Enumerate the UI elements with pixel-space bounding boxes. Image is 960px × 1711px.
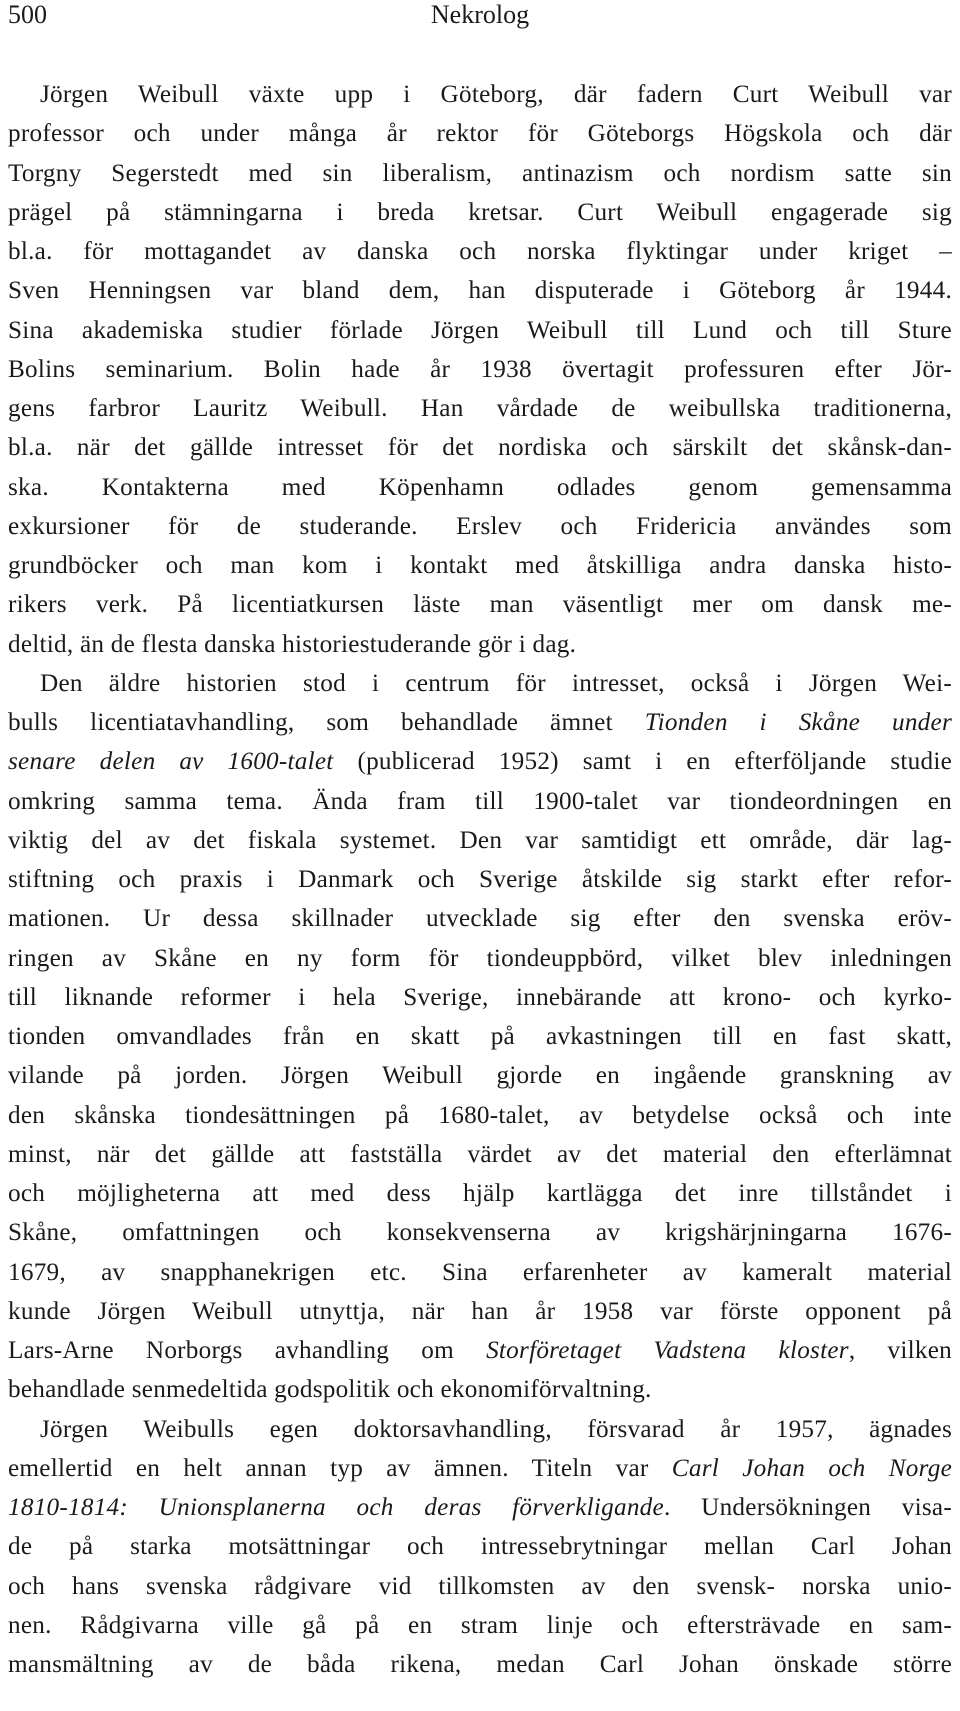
text-line: vilande på jorden. Jörgen Weibull gjorde en ingående granskning av (8, 1062, 952, 1090)
text-line: de på starka motsättningar och intressebrytningar mellan Carl Johan (8, 1533, 952, 1561)
text-line: mansmältning av de båda rikena, medan Carl Johan önskade större (8, 1651, 952, 1678)
text-segment: (publicerad 1952) samt i en efterföljande studie (333, 748, 953, 776)
text-line (8, 703, 952, 742)
paragraph-2 (8, 664, 952, 1410)
text-line: omkring samma tema. Ända fram till 1900-talet var tiondeordningen en (8, 787, 952, 815)
text-line: Bolins seminarium. Bolin hade år 1938 övertagit professuren efter Jör- (8, 355, 952, 383)
text-line: minst, när det gällde att fastställa värdet av det material den efterlämnat (8, 1140, 952, 1168)
page-header (8, 0, 952, 34)
text-line: gens farbror Lauritz Weibull. Han vårdade de weibullska traditionerna, (8, 395, 952, 422)
text-segment: , vilken (848, 1337, 952, 1364)
text-segment: . Undersökningen visa- (663, 1494, 952, 1521)
text-line: Sina akademiska studier förlade Jörgen Weibull till Lund och till Sture (8, 316, 952, 344)
text-line: och möjligheterna att med dess hjälp kartlägga det inre tillståndet i (8, 1180, 952, 1207)
text-line: till liknande reformer i hela Sverige, innebärande att krono- och kyrko- (8, 983, 952, 1011)
article-body (8, 75, 952, 1684)
italic-title: senare delen av 1600-talet (8, 748, 334, 776)
text-line (8, 1488, 952, 1527)
text-line: Skåne, omfattningen och konsekvenserna av krigshärjningarna 1676- (8, 1219, 952, 1247)
text-line: exkursioner för de studerande. Erslev och Fridericia användes som (8, 512, 952, 540)
text-segment: bulls licentiatavhandling, som behandlade ämnet (8, 709, 645, 736)
text-line: Sven Henningsen var bland dem, han disputerade i Göteborg år 1944. (8, 277, 952, 305)
text-line: Den äldre historien stod i centrum för intresset, också i Jörgen Wei- (40, 669, 952, 697)
text-line: den skånska tiondesättningen på 1680-talet, av betydelse också och inte (8, 1101, 952, 1129)
paragraph-1 (8, 75, 952, 664)
text-line: mationen. Ur dessa skillnader utvecklade sig efter den svenska eröv- (8, 905, 952, 933)
text-line: rikers verk. På licentiatkursen läste man väsentligt mer om dansk me- (8, 591, 952, 619)
text-line: bl.a. för mottagandet av danska och norska flyktingar under kriget – (8, 238, 952, 265)
text-line: tionden omvandlades från en skatt på avkastningen till en fast skatt, (8, 1023, 952, 1050)
italic-title: Tionden i Skåne under (644, 709, 952, 736)
text-line (8, 1449, 952, 1488)
text-line: deltid, än de flesta danska historiestuderande gör i dag. (8, 630, 577, 658)
text-line: prägel på stämningarna i breda kretsar. Curt Weibull engagerade sig (8, 198, 952, 226)
text-line: 1679, av snapphanekrigen etc. Sina erfarenheter av kameralt material (8, 1258, 952, 1286)
text-line: behandlade senmedeltida godspolitik och ekonomiförvaltning. (8, 1376, 652, 1404)
running-title: Nekrolog (430, 0, 530, 29)
text-line: Torgny Segerstedt med sin liberalism, antinazism och nordism satte sin (8, 159, 952, 187)
text-line: stiftning och praxis i Danmark och Sverige åtskilde sig starkt efter refor- (8, 866, 952, 893)
italic-title: Carl Johan och Norge (671, 1454, 952, 1482)
text-line: kunde Jörgen Weibull utnyttja, när han år 1958 var förste opponent på (8, 1297, 952, 1325)
text-line: Jörgen Weibull växte upp i Göteborg, där fadern Curt Weibull var (40, 81, 952, 108)
text-line: nen. Rådgivarna ville gå på en stram linje och eftersträvade en sam- (8, 1611, 952, 1639)
text-line: och hans svenska rådgivare vid tillkomsten av den svensk- norska unio- (8, 1572, 952, 1600)
text-line: Jörgen Weibulls egen doktorsavhandling, försvarad år 1957, ägnades (40, 1415, 952, 1443)
text-line (8, 1331, 952, 1370)
text-line: viktig del av det fiskala systemet. Den var samtidigt ett område, där lag- (8, 826, 952, 854)
text-line: professor och under många år rektor för Göteborgs Högskola och där (8, 120, 952, 148)
page-number: 500 (8, 0, 47, 29)
italic-title: 1810-1814: Unionsplanerna och deras förverkligande (8, 1494, 664, 1521)
text-line: ringen av Skåne en ny form för tiondeuppbörd, vilket blev inledningen (8, 944, 952, 972)
text-line: bl.a. när det gällde intresset för det nordiska och särskilt det skånsk-dan- (8, 434, 952, 462)
text-line (8, 742, 952, 781)
text-segment: Lars-Arne Norborgs avhandling om (8, 1337, 487, 1364)
text-segment: emellertid en helt annan typ av ämnen. Titeln var (8, 1454, 672, 1482)
text-line: ska. Kontakterna med Köpenhamn odlades genom gemensamma (8, 473, 952, 501)
text-line: grundböcker och man kom i kontakt med åtskilliga andra danska histo- (8, 552, 952, 579)
paragraph-3 (8, 1410, 952, 1685)
italic-title: Storföretaget Vadstena kloster (486, 1337, 849, 1364)
